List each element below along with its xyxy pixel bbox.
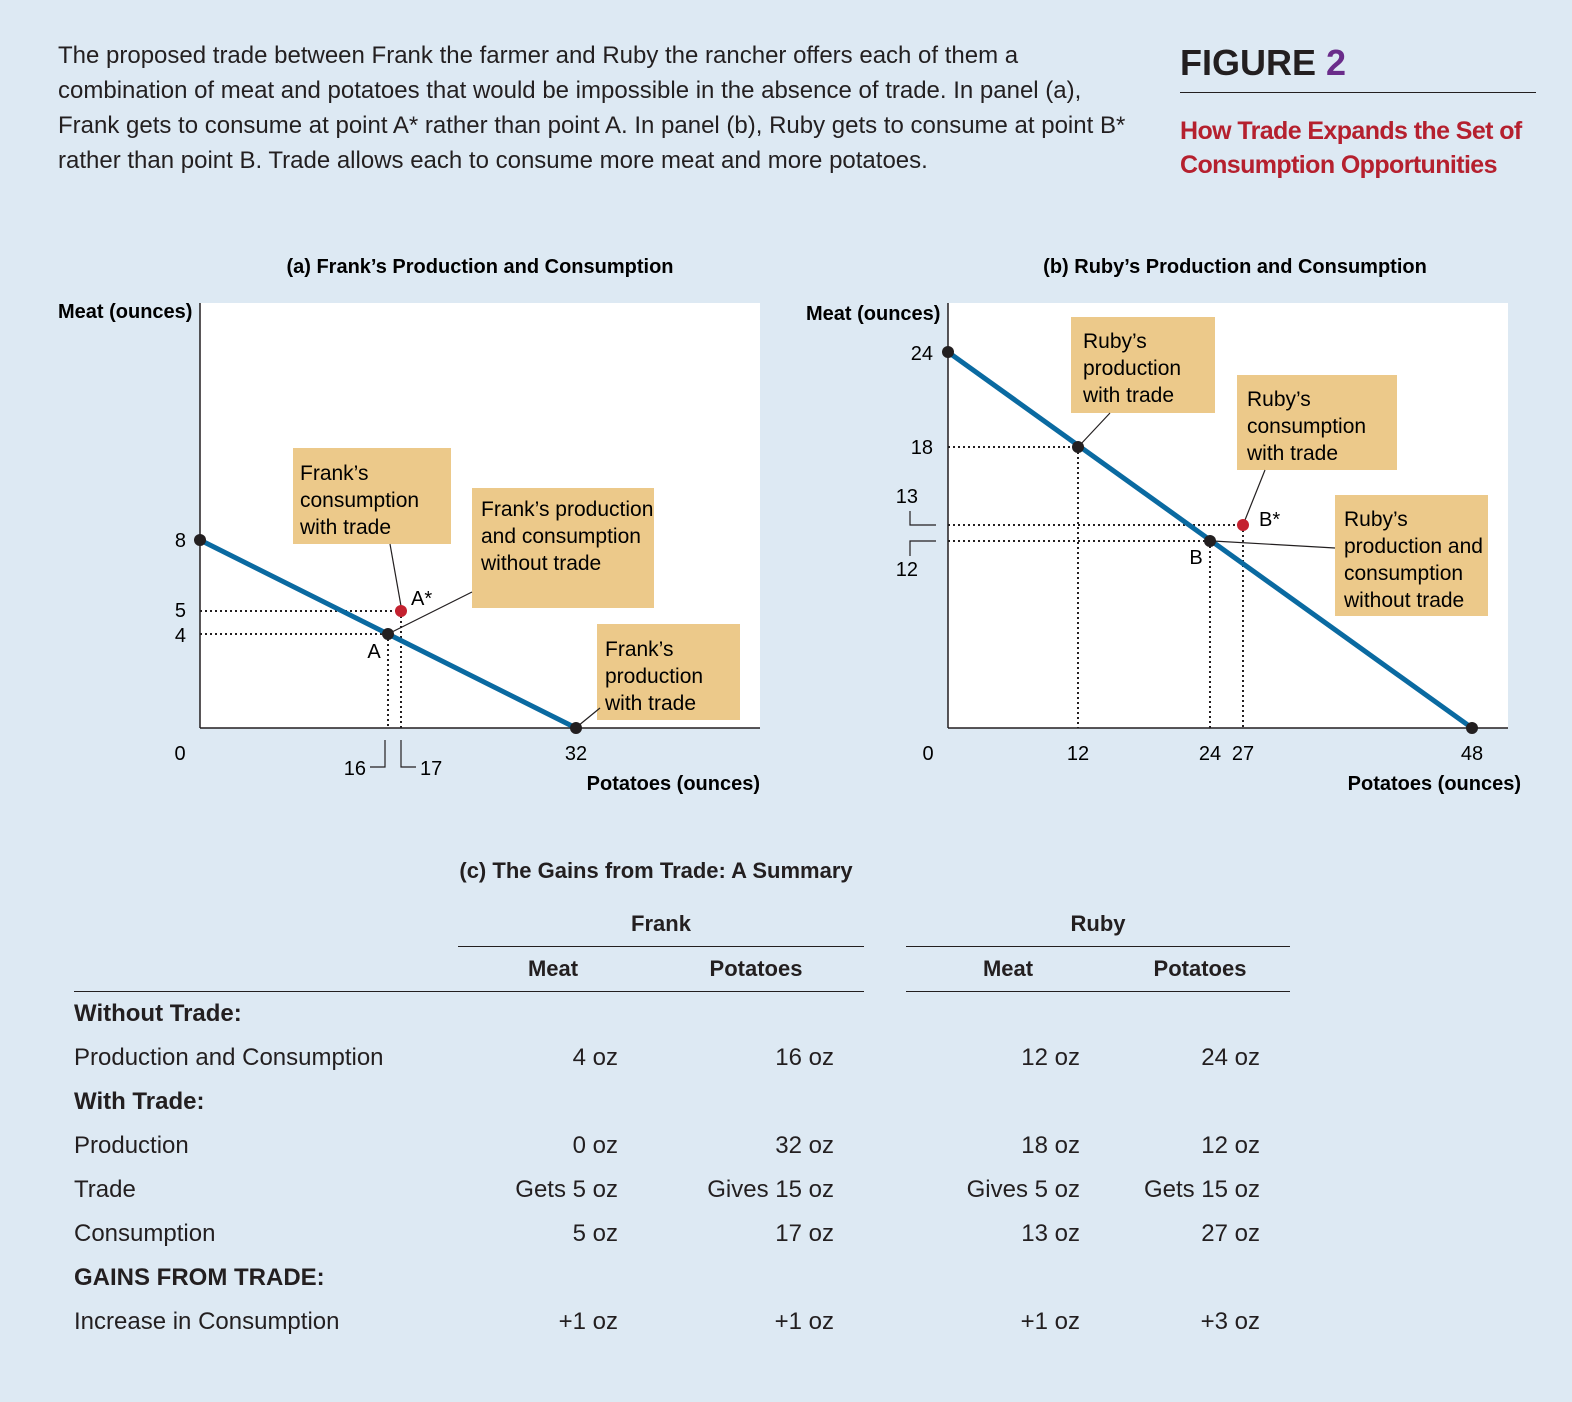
panel-a-label-Astar: A* xyxy=(411,588,433,610)
figure-number: 2 xyxy=(1326,42,1347,83)
panel-b-xtick-27: 27 xyxy=(1231,743,1255,765)
panel-a-ytick-5: 5 xyxy=(174,600,186,622)
table-row xyxy=(74,1212,1290,1256)
figure-label-text: FIGURE xyxy=(1180,42,1317,83)
row-label: Production and Consumption xyxy=(74,1044,384,1071)
panel-b-xtick-12: 12 xyxy=(1066,743,1090,765)
cell-frank-potatoes: 32 oz xyxy=(775,1132,834,1159)
panel-b-callout-consumption-line1: Ruby’s xyxy=(1247,388,1311,411)
table-row xyxy=(74,1168,1290,1212)
cell-frank-potatoes: 17 oz xyxy=(775,1220,834,1247)
cell-ruby-meat: Gives 5 oz xyxy=(966,1176,1080,1203)
panel-a-xlabel: Potatoes (ounces) xyxy=(586,773,760,795)
panel-b-ytick-24: 24 xyxy=(910,343,933,365)
table-row xyxy=(74,1124,1290,1168)
panel-b-bracket-12 xyxy=(910,541,936,556)
cell-gap xyxy=(864,1036,906,1080)
panel-b-title: (b) Ruby’s Production and Consumption xyxy=(1043,256,1427,278)
panel-b-label-B: B xyxy=(1189,547,1203,569)
cell-frank-meat: Gets 5 oz xyxy=(515,1176,618,1203)
panel-a-callout-notrade-line3: without trade xyxy=(481,552,602,575)
table-section-row xyxy=(74,992,1290,1037)
cell-ruby-meat: 12 oz xyxy=(1021,1044,1080,1071)
table-section-row xyxy=(74,1080,1290,1124)
table-section-row xyxy=(74,1256,1290,1300)
table-corner xyxy=(74,902,458,947)
panel-b-callout-notrade-line1: Ruby’s xyxy=(1344,508,1408,531)
panel-a-xtick-0: 0 xyxy=(174,743,186,765)
panel-a-label-A: A xyxy=(367,641,381,663)
cell-ruby-meat: 13 oz xyxy=(1021,1220,1080,1247)
panel-b-point-production xyxy=(1072,441,1084,453)
panel-b-ylabel: Meat (ounces) xyxy=(806,303,941,325)
panel-a-callout-production-line2: production xyxy=(605,665,704,688)
panel-a-callout-production-line1: Frank’s xyxy=(605,638,674,661)
panel-b-ytick-12: 12 xyxy=(895,559,918,581)
panel-a-ylabel: Meat (ounces) xyxy=(58,301,193,323)
panel-a xyxy=(58,256,760,795)
cell-gap xyxy=(864,1124,906,1168)
panel-b-point-B xyxy=(1204,535,1216,547)
column-header-ruby-meat: Meat xyxy=(906,947,1110,992)
section-label: Without Trade: xyxy=(74,1000,242,1027)
panel-b-point-Bstar xyxy=(1237,519,1249,531)
cell-frank-potatoes: +1 oz xyxy=(774,1308,834,1335)
cell-frank-meat xyxy=(458,992,648,1037)
panel-b-callout-notrade-line3: consumption xyxy=(1344,562,1464,585)
panel-a-callout-notrade-line1: Frank’s production xyxy=(481,498,654,521)
column-header-blank xyxy=(74,947,458,992)
panel-b-callout-production-line1: Ruby’s xyxy=(1083,330,1147,353)
cell-frank-meat: 0 oz xyxy=(572,1132,618,1159)
table-column-header-row xyxy=(74,947,1290,992)
panel-a-callout-consumption-line3: with trade xyxy=(300,516,392,539)
column-header-gap xyxy=(864,947,906,992)
panel-a-xtick-16: 16 xyxy=(343,758,366,780)
cell-ruby-potatoes xyxy=(1110,1080,1290,1124)
cell-ruby-meat: 18 oz xyxy=(1021,1132,1080,1159)
panel-b-xtick-0: 0 xyxy=(922,743,934,765)
panel-a-callout-consumption-line1: Frank’s xyxy=(300,462,369,485)
cell-frank-meat: 5 oz xyxy=(572,1220,618,1247)
figure-caption: The proposed trade between Frank the farmer and Ruby the rancher offers each of them a combination of meat and potatoes that would be impossible in the absence of trade. In panel (a), Frank gets to consume at point A* rather than point A. In panel (b), Ruby gets to consume at point B* rather than point B. Trade allows each to consume more meat and more potatoes. xyxy=(58,42,1126,174)
cell-ruby-potatoes: 24 oz xyxy=(1201,1044,1260,1071)
panel-b-xtick-24: 24 xyxy=(1198,743,1222,765)
panel-b-callout-notrade-line4: without trade xyxy=(1344,589,1465,612)
cell-frank-potatoes: 16 oz xyxy=(775,1044,834,1071)
panel-b xyxy=(806,256,1521,795)
cell-gap xyxy=(864,1300,906,1344)
panel-b-callout-production-line2: production xyxy=(1083,357,1182,380)
panel-b-bracket-13 xyxy=(910,511,936,525)
panel-a-point-yintercept xyxy=(194,534,206,546)
panel-a-callout-production-line3: with trade xyxy=(605,692,697,715)
cell-frank-meat: +1 oz xyxy=(558,1308,618,1335)
cell-gap xyxy=(864,1080,906,1124)
column-header-frank-meat: Meat xyxy=(458,947,648,992)
cell-ruby-meat: +1 oz xyxy=(1020,1308,1080,1335)
column-header-ruby-potatoes: Potatoes xyxy=(1110,947,1290,992)
panel-a-point-Astar xyxy=(395,605,407,617)
panel-a-point-xintercept xyxy=(570,722,582,734)
cell-gap xyxy=(864,992,906,1037)
row-label: Consumption xyxy=(74,1220,216,1247)
group-gap xyxy=(864,902,906,947)
table-row xyxy=(74,1036,1290,1080)
cell-gap xyxy=(864,1256,906,1300)
panel-b-label-Bstar: B* xyxy=(1259,509,1281,531)
cell-frank-meat xyxy=(458,1080,648,1124)
panel-b-point-xintercept xyxy=(1466,722,1478,734)
group-ruby: Ruby xyxy=(906,902,1290,947)
panel-a-title: (a) Frank’s Production and Consumption xyxy=(286,256,674,278)
panel-b-xtick-48: 48 xyxy=(1460,743,1484,765)
cell-ruby-potatoes: 27 oz xyxy=(1201,1220,1260,1247)
panel-b-callout-consumption-line3: with trade xyxy=(1247,442,1339,465)
panel-a-point-A xyxy=(382,628,394,640)
panel-b-xlabel: Potatoes (ounces) xyxy=(1347,773,1521,795)
cell-ruby-meat xyxy=(906,1080,1110,1124)
gains-table xyxy=(74,902,1290,1344)
cell-gap xyxy=(864,1212,906,1256)
panel-b-callout-production-line3: with trade xyxy=(1083,384,1175,407)
panel-a-callout-notrade-line2: and consumption xyxy=(481,525,641,548)
figure-title: How Trade Expands the Set of Consumption Opportunities xyxy=(1180,117,1522,179)
table-group-header-row xyxy=(74,902,1290,947)
panel-b-callout-notrade-line2: production and xyxy=(1344,535,1483,558)
cell-ruby-meat xyxy=(906,1256,1110,1300)
cell-ruby-potatoes xyxy=(1110,1256,1290,1300)
row-label: Increase in Consumption xyxy=(74,1308,340,1335)
cell-gap xyxy=(864,1168,906,1212)
cell-ruby-potatoes: +3 oz xyxy=(1200,1308,1260,1335)
cell-frank-potatoes xyxy=(648,1256,864,1300)
panel-b-point-yintercept xyxy=(942,346,954,358)
summary-title-wrap xyxy=(0,858,1572,884)
panel-b-ytick-13: 13 xyxy=(895,486,918,508)
panel-a-bracket-17 xyxy=(401,740,416,767)
cell-frank-meat xyxy=(458,1256,648,1300)
row-label: Production xyxy=(74,1132,189,1159)
table-row xyxy=(74,1300,1290,1344)
table-body xyxy=(74,992,1290,1345)
row-label: Trade xyxy=(74,1176,136,1203)
panel-a-ytick-4: 4 xyxy=(174,625,186,647)
panel-a-ytick-8: 8 xyxy=(174,530,186,552)
column-header-frank-potatoes: Potatoes xyxy=(648,947,864,992)
section-label: With Trade: xyxy=(74,1088,205,1115)
panel-b-ytick-18: 18 xyxy=(910,437,933,459)
cell-frank-potatoes xyxy=(648,992,864,1037)
panel-b-callout-consumption-line2: consumption xyxy=(1247,415,1367,438)
cell-ruby-potatoes: 12 oz xyxy=(1201,1132,1260,1159)
cell-frank-meat: 4 oz xyxy=(572,1044,618,1071)
cell-ruby-potatoes xyxy=(1110,992,1290,1037)
cell-ruby-meat xyxy=(906,992,1110,1037)
cell-frank-potatoes xyxy=(648,1080,864,1124)
panel-a-xtick-17: 17 xyxy=(420,758,443,780)
cell-ruby-potatoes: Gets 15 oz xyxy=(1143,1176,1260,1203)
panel-a-bracket-16 xyxy=(370,740,385,767)
panel-a-xtick-32: 32 xyxy=(564,743,588,765)
cell-frank-potatoes: Gives 15 oz xyxy=(707,1176,834,1203)
group-frank: Frank xyxy=(458,902,864,947)
section-label: GAINS FROM TRADE: xyxy=(74,1264,325,1291)
summary-title: (c) The Gains from Trade: A Summary xyxy=(459,858,853,883)
panel-a-callout-consumption-line2: consumption xyxy=(300,489,420,512)
